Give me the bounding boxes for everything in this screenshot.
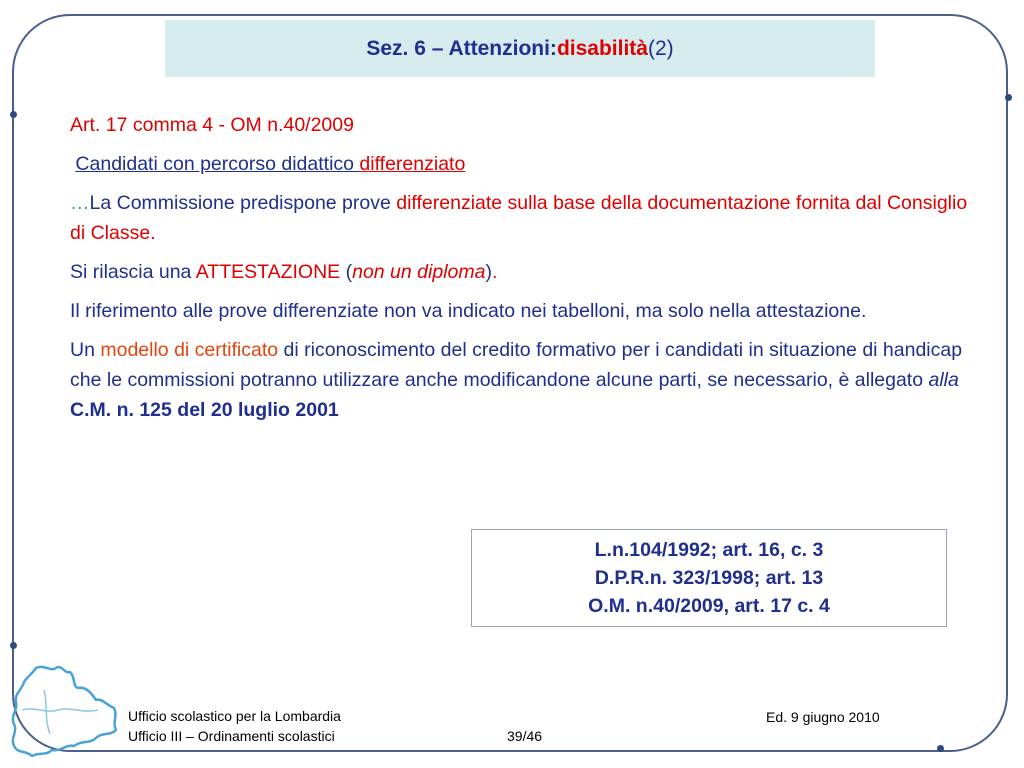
attestation-paren-open: (: [340, 261, 353, 283]
frame-dot-top-right: [1005, 94, 1012, 101]
certificate-circular: C.M. n. 125 del 20 luglio 2001: [70, 399, 339, 421]
frame-dot-top-left: [10, 111, 17, 118]
lombardia-region-outline-icon: [4, 660, 124, 762]
ellipsis: …: [70, 192, 90, 214]
certificate-text-a: Un: [70, 339, 101, 361]
footer-office-line1: Ufficio scolastico per la Lombardia: [128, 708, 341, 724]
attestation-period: .: [491, 261, 498, 283]
candidates-heading-text: Candidati con percorso didattico: [75, 153, 360, 175]
candidates-heading-highlight: differenziato: [359, 153, 466, 175]
page-number: 39/46: [507, 728, 543, 744]
title-suffix: (2): [647, 36, 674, 60]
attestation-keyword: ATTESTAZIONE: [195, 261, 341, 283]
frame-dot-bottom-right: [937, 745, 944, 752]
title-highlight: disabilità: [556, 36, 648, 60]
article-reference: Art. 17 comma 4 - OM n.40/2009: [70, 114, 354, 136]
edition-date: Ed. 9 giugno 2010: [766, 709, 880, 725]
certificate-paragraph: [70, 335, 970, 425]
attestation-paragraph: [70, 257, 970, 287]
footer-office: [128, 706, 341, 746]
certificate-text-b: di riconoscimento del credito formativo per i candidati in situazione di handicap che le commissioni potranno utilizzare anche modificandone alcune parti, se necessario, è allegato: [70, 339, 963, 391]
commission-paragraph: [70, 188, 970, 248]
law-references-box: [471, 529, 947, 627]
attestation-paren-close: ): [485, 261, 492, 283]
title-prefix: Sez. 6 – Attenzioni:: [366, 36, 557, 60]
footer-office-line2: Ufficio III – Ordinamenti scolastici: [128, 728, 335, 744]
candidates-heading: [70, 149, 970, 179]
reference-note-paragraph: Il riferimento alle prove differenziate non va indicato nei tabelloni, ma solo nella attestazione.: [70, 300, 867, 322]
slide-title: [165, 20, 875, 77]
frame-dot-bottom-left: [10, 642, 17, 649]
law-reference-2: D.P.R.n. 323/1998; art. 13: [594, 567, 824, 589]
law-reference-1: L.n.104/1992; art. 16, c. 3: [594, 539, 824, 561]
law-reference-3: O.M. n.40/2009, art. 17 c. 4: [588, 595, 830, 617]
attestation-note: non un diploma: [352, 261, 486, 283]
commission-text: La Commissione predispone prove: [89, 192, 397, 214]
attestation-text-a: Si rilascia una: [70, 261, 196, 283]
certificate-highlight: modello di certificato: [100, 339, 279, 361]
certificate-alla: alla: [928, 369, 959, 391]
slide-body: [70, 110, 970, 434]
commission-highlight: differenziate sulla base della documentazione fornita dal Consiglio di Classe.: [70, 192, 968, 244]
